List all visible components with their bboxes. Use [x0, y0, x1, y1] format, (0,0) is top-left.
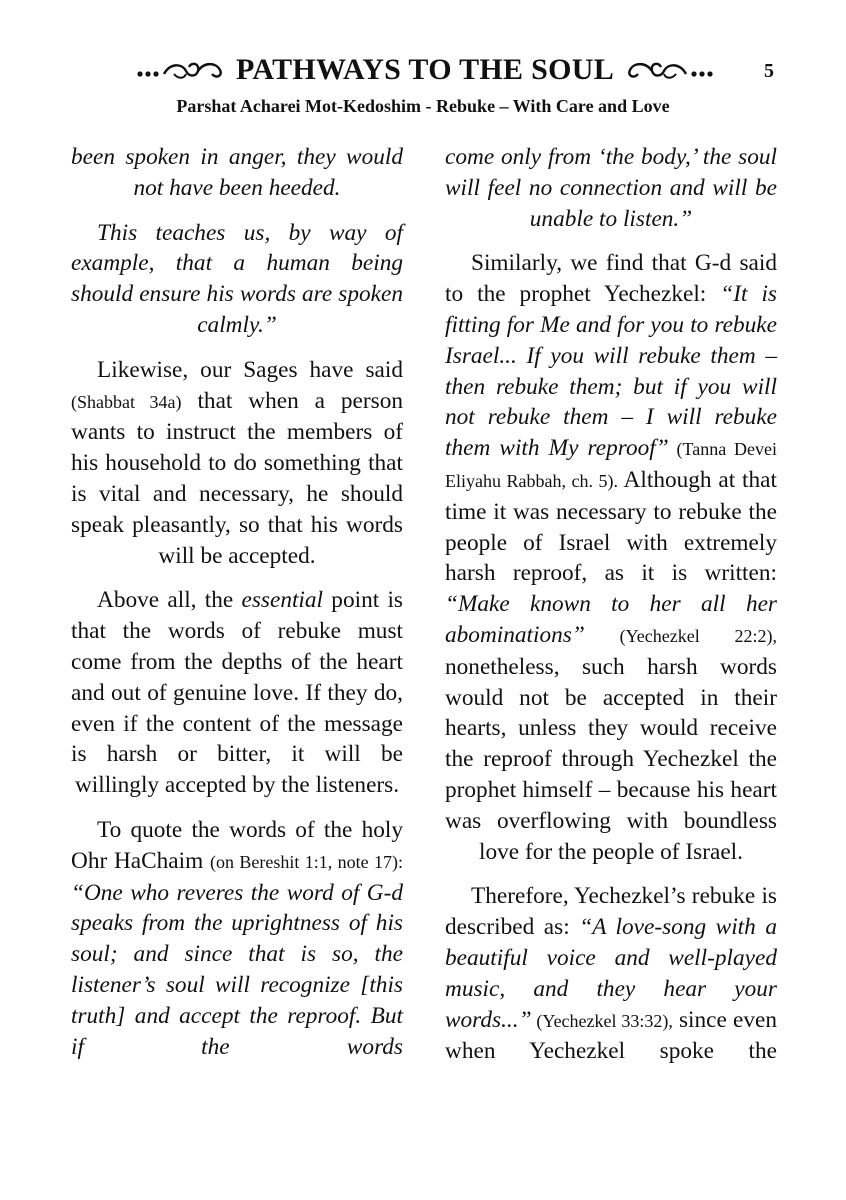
source-reference: (on Bereshit 1:1, note 17):: [209, 851, 403, 872]
quote-text: This teaches us, by way of example, that a human being should ensure his words are spoken calmly.”: [71, 219, 403, 338]
source-reference: (Shabbat 34a): [71, 391, 182, 412]
paragraph: [71, 218, 403, 341]
scroll-ornament-right-icon: [624, 59, 716, 81]
quote-text: “Make known to her all her abominations”: [445, 591, 777, 648]
paragraph: [71, 142, 403, 204]
body-text: Similarly, we find that G-d said to the prophet Yechezkel:: [445, 250, 777, 308]
left-column: [71, 142, 403, 1062]
title-row: [130, 50, 720, 90]
source-reference: (Yechezkel 22:2),: [584, 625, 777, 646]
source-reference: (Tanna Devei Eliyahu Rabbah, ch. 5).: [445, 439, 777, 491]
paragraph: [71, 585, 403, 801]
quote-text: “A love-song with a beautiful voice and well-played music, and they hear your words...”: [445, 914, 777, 1033]
source-reference: (Yechezkel 33:32),: [531, 1010, 673, 1031]
paragraph: [71, 355, 403, 572]
emphasis-text: essential: [241, 587, 324, 614]
body-text: Likewise, our Sages have said: [97, 356, 403, 383]
page-header: [0, 46, 846, 136]
page-number: 5: [764, 60, 774, 82]
paragraph: [445, 142, 777, 234]
body-text: since even when Yechezkel spoke the: [445, 1006, 777, 1065]
body-text: Although at that time it was necessary to rebuke the people of Israel with extremely harsh reproof, as it is written:: [445, 466, 777, 587]
body-text: Above all, the: [97, 587, 242, 614]
right-column: [445, 142, 777, 1067]
body-text: that when a person wants to instruct the members of his household to do something that is vital and necessary, he should speak pleasantly, so that his words will be accepted.: [71, 387, 403, 569]
paragraph: [445, 881, 777, 1067]
body-text: Therefore, Yechezkel’s rebuke is described as:: [445, 883, 777, 941]
scroll-ornament-left-icon: [134, 59, 226, 81]
page-subtitle: Parshat Acharei Mot-Kedoshim - Rebuke – With Care and Love: [176, 96, 670, 116]
paragraph: [445, 248, 777, 867]
quote-text: “It is fitting for Me and for you to rebuke Israel... If you will rebuke them – then rebuke them; but if you will not rebuke them – I will rebuke them with My reproof”: [445, 281, 777, 462]
body-text: point is that the words of rebuke must come from the depths of the heart and out of genuine love. If they do, even if the content of the message is harsh or bitter, it will be willingly accepted by the listeners.: [71, 587, 404, 799]
page-title: PATHWAYS TO THE SOUL: [235, 53, 615, 86]
quote-text: come only from ‘the body,’ the soul will feel no connection and will be unable to listen.”: [445, 144, 777, 232]
body-text: To quote the words of the holy Ohr HaChaim: [71, 816, 403, 874]
quote-text: “One who reveres the word of G-d speaks from the uprightness of his soul; and since that is so, the listener’s soul will recognize [this truth] and accept the reproof. But if the words: [71, 879, 403, 1060]
body-text: nonetheless, such harsh words would not be accepted in their hearts, unless they would receive the reproof through Yechezkel the prophet himself – because his heart was overflowing with boundless love for the people of Israel.: [445, 653, 777, 865]
paragraph: [71, 815, 403, 1062]
quote-text: been spoken in anger, they would not have been heeded.: [71, 144, 403, 201]
